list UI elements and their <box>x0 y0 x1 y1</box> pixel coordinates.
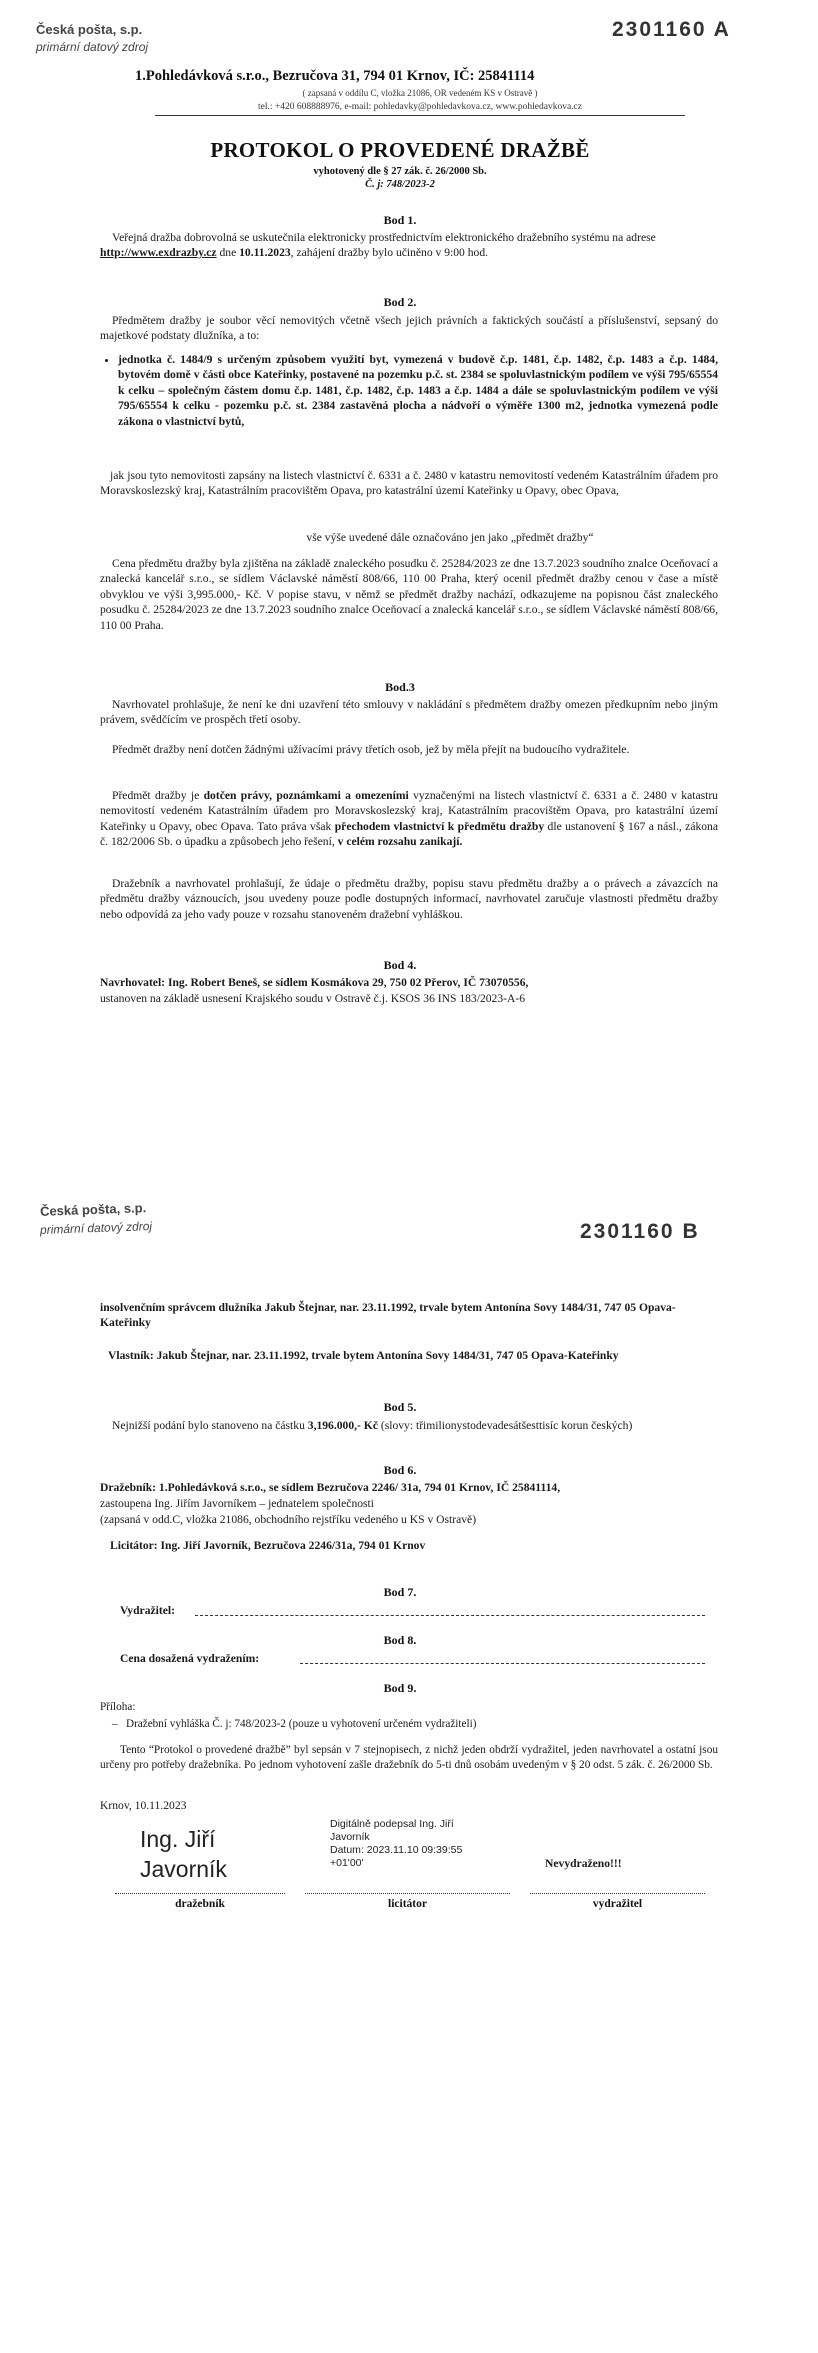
licitator-text: Licitátor: Ing. Jiří Javorník, Bezručova 2246/31a, 794 01 Krnov <box>110 1539 426 1552</box>
section-bod-3-paragraph-2: Předmět dražby není dotčen žádnými užívacími právy třetích osob, jež by měla přejít na budoucího vydražitele. <box>112 743 630 756</box>
section-heading-bod-6: Bod 6. <box>383 1463 417 1477</box>
auction-date: 10.11.2023 <box>239 246 291 260</box>
document-number-stamp <box>580 1220 700 1244</box>
achieved-price-label: Cena dosažená vydražením: <box>120 1652 260 1665</box>
subject-description-item: • jednotka č. 1484/9 s určeným způsobem využití byt, vymezená v budově č.p. 1481, č.p. 1482, č.p. 1483 a č.p. 1484, bytovém domě v části obce Kateřinky, postavené na pozemku p.č. st. 2384 se spoluvlastnickým podílem ve výši 795/65554 k celku – společným částem domu č.p. 1481, č.p. 1482, č.p. 1483 a č.p. 1484 a dále se spoluvlastnickým podílem ve výši 795/65554 k celku - pozemku p.č. st. 2384 zastavěná plocha a nádvoří o výměře 1300 m2, jednotka vymezená podle zákona o vlastnictví bytů, <box>118 352 718 429</box>
company-header: 1.Pohledávková s.r.o., Bezručova 31, 794 01 Krnov, IČ: 25841114 <box>135 68 535 84</box>
section-bod-1-text: Veřejná dražba dobrovolná se uskutečnila elektronicky prostřednictvím elektronického dražebního systému na adrese http://www.exdrazby.cz dne 10.11.2023, zahájení dražby bylo učiněno v 9:00 hod. <box>100 231 656 260</box>
minimum-bid-amount: 3,196.000,- Kč <box>307 1419 378 1432</box>
winning-bidder-blank <box>195 1605 705 1616</box>
owner-text: Vlastník: Jakub Štejnar, nar. 23.11.1992, trvale bytem Antonína Sovy 1484/31, 747 05 Opava-Kateřinky <box>108 1349 619 1362</box>
minimum-bid-text: Nejnižší podání bylo stanoveno na částku 3,196.000,- Kč (slovy: třimilionystodevadesátšesttisíc korun českých) <box>112 1419 633 1432</box>
place-and-date: Krnov, 10.11.2023 <box>100 1799 187 1812</box>
auction-url-link[interactable]: http://www.exdrazby.cz <box>100 246 217 260</box>
section-heading-bod-8: Bod 8. <box>383 1633 417 1647</box>
signature-label-licitator: licitátor <box>388 1898 427 1910</box>
signature-line-auctioneer <box>115 1893 285 1894</box>
document-letter: A <box>713 18 731 41</box>
post-stamp-title: Česká pošta, s.p. <box>39 1200 147 1219</box>
signature-line-licitator <box>305 1893 510 1894</box>
title-law-reference: vyhotovený dle § 27 zák. č. 26/2000 Sb. <box>313 166 487 177</box>
document-letter: B <box>682 1220 700 1243</box>
auctioneer-representative-text: zastoupena Ing. Jiřím Javorníkem – jednatelem společnosti <box>100 1497 374 1510</box>
reference-number: Č. j: 748/2023-2 <box>365 179 435 190</box>
achieved-price-blank <box>300 1653 705 1664</box>
signature-line-bidder <box>530 1893 705 1894</box>
section-bod-3-paragraph-4: Dražebník a navrhovatel prohlašují, že údaje o předmětu dražby, popisu stavu předmětu dražby a o právech a závazcích na předmětu dražby váznoucích, jsou uvedeny pouze podle dostupných informací, navrhovatel zaručuje vlastnosti předmětu dražby nebo odpovídá za jeho vady pouze v rozsahu stanoveném dražební vyhláškou. <box>100 877 718 921</box>
subject-description-list <box>100 352 718 429</box>
section-heading-bod-1: Bod 1. <box>383 213 417 227</box>
section-bod-3-paragraph-3: Předmět dražby je dotčen právy, poznámkami a omezeními vyznačenými na listech vlastnictví č. 6331 a č. 2480 v katastru nemovitostí vedeném Katastrálním úřadem pro Moravskoslezský kraj, Katastrálním pracovištěm Opava, pro katastrální území Kateřinky u Opavy, obec Opava. Tato práva však přechodem vlastnictví k předmětu dražby dle ustanovení § 167 a násl., zákona č. 182/2006 Sb. o úpadku a způsobech jeho řešení, v celém rozsahu zanikají. <box>100 789 718 849</box>
closing-paragraph: Tento “Protokol o provedené dražbě” byl sepsán v 7 stejnopisech, z nichž jeden obdrží vydražitel, jeden navrhovatel a ostatní jsou určeny pro potřeby dražebníka. Po jednom vyhotovení zašle dražebník do 5-ti dnů osobám uvedeným v § 20 odst. 5 zák. č. 26/2000 Sb. <box>100 1744 718 1772</box>
section-bod-3-paragraph-1: Navrhovatel prohlašuje, že není ke dni uzavření této smlouvy v nakládání s předmětem dražby omezen předkupním nebo jiným právem, svědčícím ve prospěch třetí osoby. <box>100 698 718 727</box>
signature-label-auctioneer: dražebník <box>175 1898 225 1910</box>
post-stamp-title: Česká pošta, s.p. <box>36 22 143 37</box>
section-heading-bod-5: Bod 5. <box>383 1400 417 1414</box>
post-stamp-subtitle: primární datový zdroj <box>39 1219 153 1237</box>
proposer-appointment-text: ustanoven na základě usnesení Krajského soudu v Ostravě č.j. KSOS 36 INS 183/2023-A-6 <box>100 992 526 1005</box>
document-number: 2301160 <box>580 1220 675 1243</box>
winning-bidder-label: Vydražitel: <box>120 1604 175 1617</box>
attachment-label: Příloha: <box>100 1701 136 1713</box>
company-contact-line: tel.: +420 608888976, e-mail: pohledavky@pohledavkova.cz, www.pohledavkova.cz <box>155 102 685 116</box>
cadastre-registration-text: jak jsou tyto nemovitosti zapsány na listech vlastnictví č. 6331 a č. 2480 v katastru nemovitostí vedeném Katastrálním úřadem pro Moravskoslezský kraj, Katastrálním pracovištěm Opava, pro katastrální území Kateřinky u Opavy, obec Opava, <box>100 469 718 498</box>
proposer-text: Navrhovatel: Ing. Robert Beneš, se sídlem Kosmákova 29, 750 02 Přerov, IČ 73070556, <box>100 976 529 989</box>
not-auctioned-note: Nevydraženo!!! <box>545 1857 622 1870</box>
document-number: 2301160 <box>612 18 707 41</box>
section-heading-bod-2: Bod 2. <box>383 295 417 309</box>
signature-label-bidder: vydražitel <box>592 1898 643 1910</box>
section-heading-bod-4: Bod 4. <box>383 958 417 972</box>
handwritten-signature: Ing. Jiří Javorník <box>140 1826 227 1882</box>
document-number-stamp <box>612 18 731 42</box>
page-title: PROTOKOL O PROVEDENÉ DRAŽBĚ <box>210 138 590 162</box>
protocol-page-1 <box>0 0 818 1170</box>
insolvency-administrator-text: insolvenčním správcem dlužníka Jakub Štejnar, nar. 23.11.1992, trvale bytem Antonína Sovy 1484/31, 747 05 Opava-Kateřinky <box>100 1301 676 1330</box>
section-bod-2-intro: Předmětem dražby je soubor věcí nemovitých včetně všech jejich právních a faktických součástí a příslušenství, sepsaný do majetkové podstaty dlužníka, a to: <box>100 314 718 343</box>
auctioneer-registry-text: (zapsaná v odd.C, vložka 21086, obchodního rejstříku vedeného u KS v Ostravě) <box>100 1513 477 1526</box>
post-stamp-subtitle: primární datový zdroj <box>36 40 149 54</box>
subject-designation-text: vše výše uvedené dále označováno jen jako „předmět dražby“ <box>306 531 594 544</box>
valuation-text: Cena předmětu dražby byla zjištěna na základě znaleckého posudku č. 25284/2023 ze dne 13.7.2023 soudního znalce Oceňovací a znalecká kancelář s.r.o., se sídlem Václavské náměstí 808/66, 110 00 Praha, který ocenil předmět dražby cenou v čase a místě obvyklou ve výši 3,995.000,- Kč. V popise stavu, v němž se předmět dražby nachází, odkazujeme na popisnou část znaleckého posudku č. 25284/2023 ze dne 13.7.2023 soudního znalce Oceňovací a znalecká kancelář s.r.o., se sídlem Václavské náměstí 808/66, 110 00 Praha. <box>100 557 718 632</box>
section-heading-bod-3: Bod.3 <box>385 680 415 694</box>
section-heading-bod-9: Bod 9. <box>383 1681 417 1695</box>
protocol-page-2 <box>0 1180 818 2350</box>
section-heading-bod-7: Bod 7. <box>383 1585 417 1599</box>
company-registry-line: ( zapsaná v oddílu C, vložka 21086, OR vedeném KS v Ostravě ) <box>302 88 538 98</box>
attachment-item: – Dražební vyhláška Č. j: 748/2023-2 (pouze u vyhotovení určeném vydražiteli) <box>112 1718 477 1730</box>
digital-signature: Digitálně podepsal Ing. Jiří Javorník Datum: 2023.11.10 09:39:55 +01'00' <box>330 1818 463 1869</box>
auctioneer-text: Dražebník: 1.Pohledávková s.r.o., se sídlem Bezručova 2246/ 31a, 794 01 Krnov, IČ 25841114, <box>100 1481 561 1494</box>
